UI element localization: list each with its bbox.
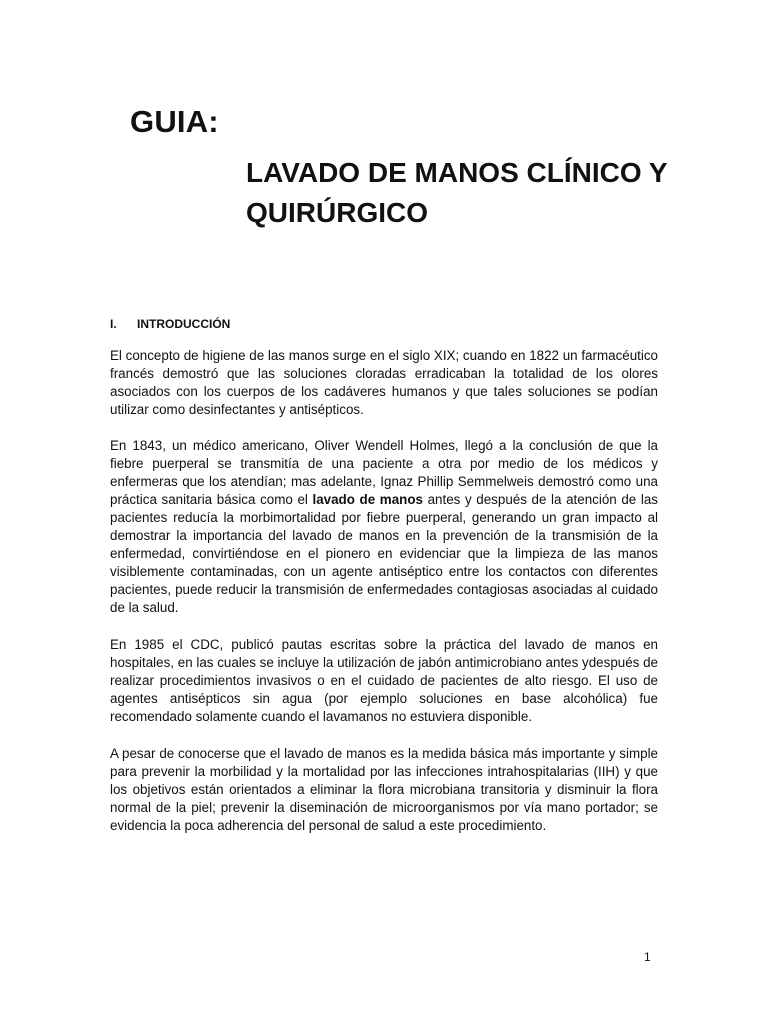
section-number: I. bbox=[110, 317, 117, 331]
paragraph-4: A pesar de conocerse que el lavado de manos es la medida básica más importante y simple para prevenir la morbilidad y la mortalidad por las infecciones intrahospitalarias (IIH) y que los objetivos están orientados a eliminar la flora microbiana transitoria y disminuir la flora normal de la piel; prevenir la diseminación de microorganismos por vía mano portador; se evidencia la poca adherencia del personal de salud a este procedimiento. bbox=[110, 746, 658, 833]
page-number: 1 bbox=[644, 950, 651, 964]
body-text bbox=[110, 347, 658, 853]
title-line-2: QUIRÚRGICO bbox=[246, 197, 428, 228]
paragraph-2 bbox=[110, 437, 658, 617]
section-heading bbox=[110, 317, 230, 331]
section-title: INTRODUCCIÓN bbox=[137, 317, 231, 331]
guia-label: GUIA: bbox=[130, 104, 219, 139]
title-line-1: LAVADO DE MANOS CLÍNICO Y bbox=[246, 157, 668, 188]
paragraph-2-text-a: En 1843, un médico americano, Oliver Wendell Holmes, llegó a la conclusión de que la fiebre puerperal se transmitía de una paciente a otra por medio de los médicos y enfermeras que los atendían; mas adelante, Ignaz Phillip Semmelweis demostró como una práctica sanitaria básica como el bbox=[110, 438, 658, 507]
paragraph-2-bold: lavado de manos bbox=[312, 492, 423, 507]
paragraph-1: El concepto de higiene de las manos surge en el siglo XIX; cuando en 1822 un farmacéutico francés demostró que las soluciones cloradas erradicaban la totalidad de los olores asociados con los cuerpos de los cadáveres humanos y que tales soluciones se podían utilizar como desinfectantes y antisépticos. bbox=[110, 348, 658, 417]
paragraph-2-text-b: antes y después de la atención de las pacientes reducía la morbimortalidad por fiebre puerperal, generando un gran impacto al demostrar la importancia del lavado de manos en la prevención de la transmisión de la enfermedad, convirtiéndose en el pionero en evidenciar que la limpieza de las manos visiblemente contaminadas, con un agente antiséptico entre los contactos con diferentes pacientes, puede reducir la transmisión de enfermedades contagiosas asociadas al cuidado de la salud. bbox=[110, 492, 658, 615]
paragraph-3: En 1985 el CDC, publicó pautas escritas sobre la práctica del lavado de manos en hospitales, en las cuales se incluye la utilización de jabón antimicrobiano antes ydespués de realizar procedimientos invasivos o en el cuidado de pacientes de alto riesgo. El uso de agentes antisépticos sin agua (por ejemplo soluciones en base alcohólica) fue recomendado solamente cuando el lavamanos no estuviera disponible. bbox=[110, 637, 658, 724]
document-title bbox=[246, 153, 746, 233]
